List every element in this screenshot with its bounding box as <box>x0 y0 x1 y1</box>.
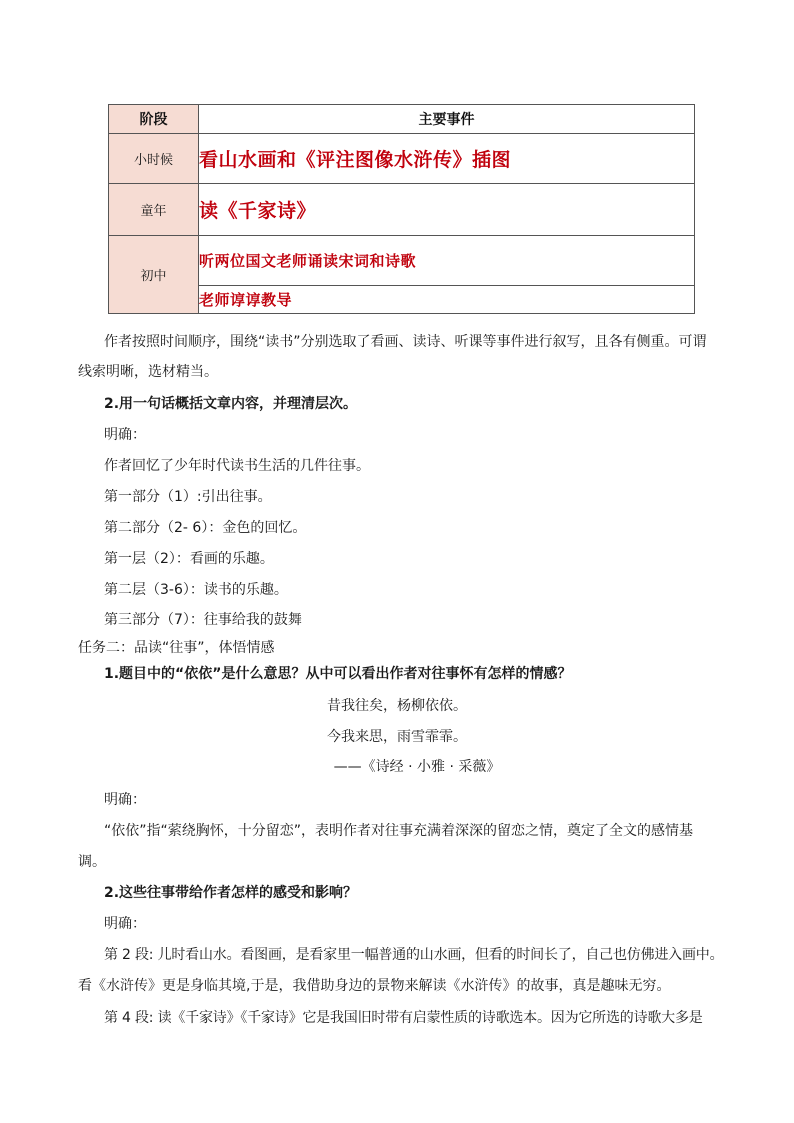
question-heading: 1.题目中的“依依”是什么意思？从中可以看出作者对往事怀有怎样的情感？ <box>104 666 572 682</box>
answer-label: 明确： <box>104 427 146 443</box>
summary-line: 线索明晰，选材精当。 <box>78 364 218 380</box>
body-paragraph: 第 2 段: 儿时看山水。看图画，是看家里一幅普通的山水画，但看的时间长了，自己也仿佛进入画中。 <box>104 947 724 963</box>
events-table <box>108 104 695 314</box>
body-paragraph: 第 4 段: 读《千家诗》《千家诗》它是我国旧时带有启蒙性质的诗歌选本。因为它所选的诗歌大多是 <box>104 1010 703 1026</box>
event-cell: 读《千家诗》 <box>199 184 695 236</box>
stage-cell: 小时候 <box>109 134 199 184</box>
answer-label: 明确： <box>104 792 146 808</box>
stage-cell: 初中 <box>109 236 199 314</box>
event-cell: 老师谆谆教导 <box>199 286 695 314</box>
stage-cell: 童年 <box>109 184 199 236</box>
answer-label: 明确： <box>104 916 146 932</box>
body-paragraph: 第一部分（1）:引出往事。 <box>104 489 272 505</box>
body-paragraph: “依依”指“萦绕胸怀，十分留恋”，表明作者对往事充满着深深的留恋之情，奠定了全文的感情基 <box>104 823 694 839</box>
task-heading: 任务二：品读“往事”，体悟情感 <box>78 640 275 656</box>
body-paragraph: 第二层（3-6）：读书的乐趣。 <box>104 582 288 598</box>
poem-line: 昔我往矣，杨柳依依。 <box>327 698 467 714</box>
header-stage: 阶段 <box>109 105 199 134</box>
question-heading: 2.这些往事带给作者怎样的感受和影响？ <box>104 885 358 901</box>
question-heading: 2.用一句话概括文章内容，并理清层次。 <box>104 396 358 412</box>
body-paragraph: 看《水浒传》更是身临其境,于是，我借助身边的景物来解读《水浒传》的故事，真是趣味无穷。 <box>78 978 671 994</box>
event-cell: 听两位国文老师诵读宋词和诗歌 <box>199 236 695 286</box>
poem-source: ——《诗经 · 小雅 · 采薇》 <box>333 759 501 775</box>
table-row <box>109 236 695 286</box>
table-row <box>109 184 695 236</box>
table-header-row <box>109 105 695 134</box>
body-paragraph: 第一层（2）：看画的乐趣。 <box>104 551 274 567</box>
event-cell: 看山水画和《评注图像水浒传》插图 <box>199 134 695 184</box>
header-event: 主要事件 <box>199 105 695 134</box>
poem-line: 今我来思，雨雪霏霏。 <box>327 729 467 745</box>
body-paragraph: 调。 <box>78 854 106 870</box>
body-paragraph: 作者回忆了少年时代读书生活的几件往事。 <box>104 458 370 474</box>
summary-line: 作者按照时间顺序，围绕“读书”分别选取了看画、读诗、听课等事件进行叙写，且各有侧重。可谓 <box>104 334 707 350</box>
body-paragraph: 第三部分（7）：往事给我的鼓舞 <box>104 612 302 628</box>
body-paragraph: 第二部分（2- 6）：金色的回忆。 <box>104 520 307 536</box>
table-row <box>109 134 695 184</box>
